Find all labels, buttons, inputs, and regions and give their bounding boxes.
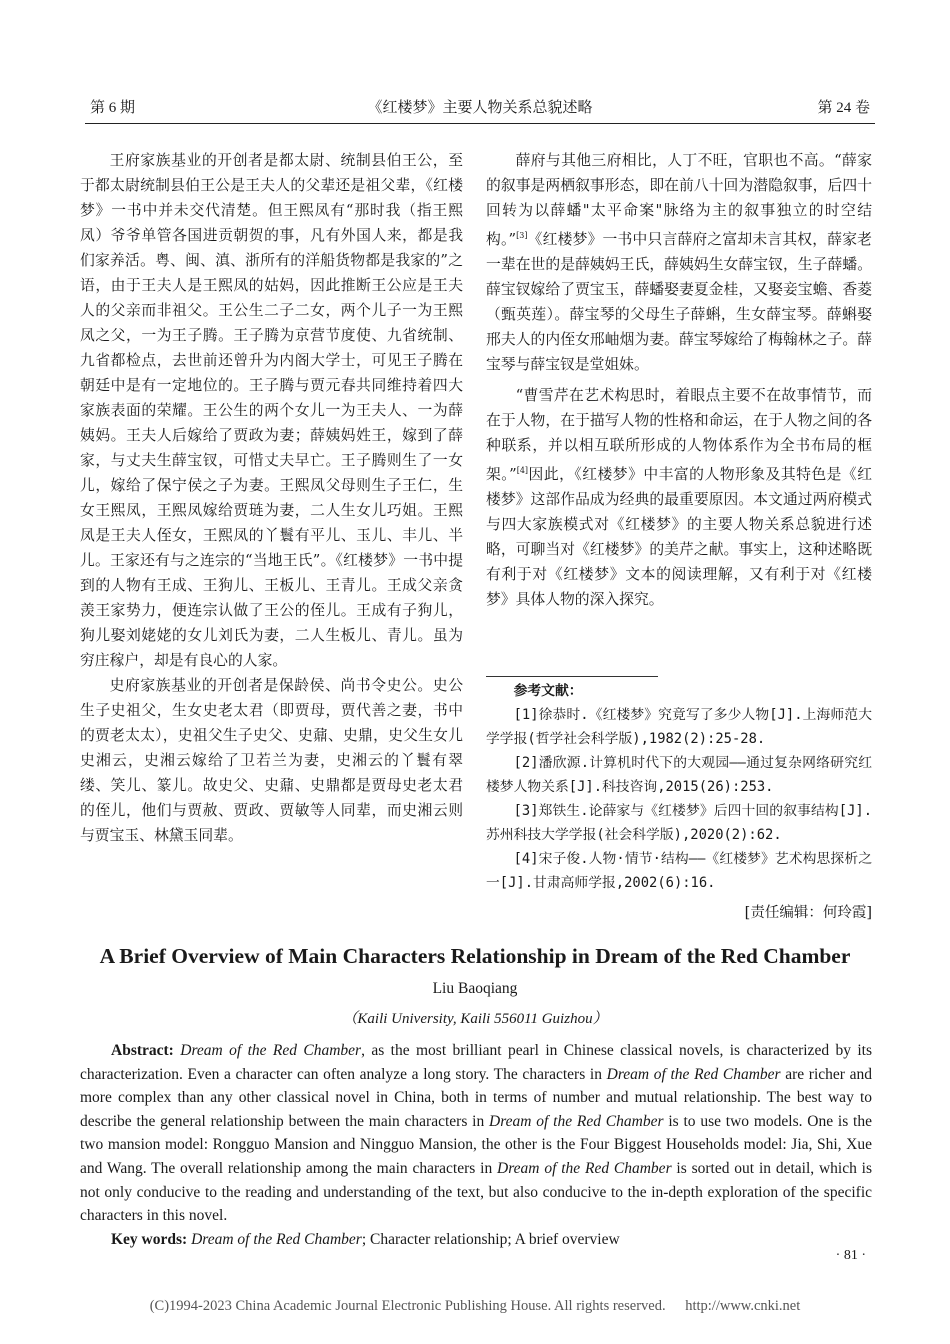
keywords-italic: Dream of the Red Chamber (191, 1230, 362, 1248)
running-header (90, 96, 870, 118)
references-section (486, 679, 872, 895)
xue-text-a: 薛府与其他三府相比，人丁不旺，官职也不高。“薛家的叙事是两栖叙事形态，即在前八十回为潜隐叙事，后四十回转为以薛蟠"太平命案"脉络为主的叙事独立的时空结构。” (486, 152, 872, 248)
keywords-label: Key words: (111, 1230, 188, 1248)
abstract-part: Dream of the Red Chamber (497, 1159, 672, 1177)
paragraph-conclusion (486, 383, 872, 612)
abstract-part: is to use two models. One is the two mansion model: Rongguo Mansion and Ningguo Mansion, the other is the Four Biggest Households model: Jia, Shi, Xue and Wang. The overall relationship among the main characters in (80, 1112, 872, 1177)
responsible-editor: [责任编辑：何玲霞] (744, 905, 872, 921)
paragraph-shi-family: 史府家族基业的开创者是保龄侯、尚书令史公。史公生子史祖父，生女史老太君（即贾母，贾代善之妻，书中的贾老太太），史祖父生子史父、史鼐、史鼎，史父生女儿史湘云，史湘云嫁给了卫若兰为妻，史湘云的丫鬟有翠缕、笑儿、篆儿。故史父、史鼐、史鼎都是贾母史老太君的侄儿，他们与贾赦、贾政、贾敏等人同辈，而史湘云则与贾宝玉、林黛玉同辈。 (80, 677, 463, 844)
abstract-part: is sorted out in detail, which is not only conducive to the reading and understanding of the text, but also conducive to the in-depth exploration of the specific characters in this novel. (80, 1159, 872, 1225)
issue-label: 第 6 期 (90, 100, 136, 116)
reference-item: [1]徐恭时.《红楼梦》究竟写了多少人物[J].上海师范大学学报(哲学社会科学版),1982(2):25-28. (486, 707, 872, 747)
english-abstract (80, 1039, 872, 1251)
abstract-part: , as the most brilliant pearl in Chinese classical novels, is characterized by its characterization. Even a character can often analyze a long story. The characters in (80, 1042, 872, 1083)
reference-item: [3]郑铁生.论薛家与《红楼梦》后四十回的叙事结构[J].苏州科技大学学报(社会科学版),2020(2):62. (486, 803, 872, 843)
page-number: · 81 · (835, 1248, 866, 1263)
left-column (80, 148, 463, 848)
conclusion-text-a: “曹雪芹在艺术构思时，着眼点主要不在故事情节，而在于人物，在于描写人物的性格和命运，在于人物之间的各种联系，并以相互联所形成的人物体系作为全书布局的框架。” (486, 386, 872, 483)
paragraph-wang-family: 王府家族基业的开创者是都太尉、统制县伯王公，至于都太尉统制县伯王公是王夫人的父辈还是祖父辈，《红楼梦》一书中并未交代清楚。但王熙凤有“那时我（指王熙凤）爷爷单管各国进贡朝贺的事，凡有外国人来，都是我们家养活。粤、闽、滇、浙所有的洋船货物都是我家的”之语，由于王夫人是王熙凤的姑妈，因此推断王公应是王夫人的父亲而非祖父。王公生二子二女，两个儿子一为王熙凤之父，一为王子腾。王子腾为京营节度使、九省统制、九省都检点，去世前还曾升为内阁大学士，可见王子腾在朝廷中是有一定地位的。王子腾与贾元春共同维持着四大家族表面的荣耀。王公生的两个女儿一为王夫人、一为薛姨妈。王夫人后嫁给了贾政为妻；薛姨妈姓王，嫁到了薛家，与丈夫生薛宝钗，可惜丈夫早亡。王子腾则生了一女儿，嫁给了保宁侯之子为妻。王熙凤父母则生子王仁，生女王熙凤，王熙凤嫁给贾琏为妻，二人生女儿巧姐。王熙凤是王夫人侄女，王熙凤的丫鬟有平儿、玉儿、丰儿、半儿。王家还有与之连宗的“当地王氏”。《红楼梦》一书中提到的人物有王成、王狗儿、王板儿、王青儿。王成父亲贪羡王家势力，便连宗认做了王公的侄儿。王成有子狗儿，狗儿娶刘姥姥的女儿刘氏为妻，二人生板儿、青儿。虽为穷庄稼户，却是有良心的人家。 (80, 152, 463, 669)
references-divider (486, 676, 658, 677)
conclusion-text-b: 因此，《红楼梦》中丰富的人物形象及其特色是《红楼梦》这部作品成为经典的最重要原因。本文通过两府模式与四大家族模式对《红楼梦》的主要人物关系总貌进行述略，可聊当对《红楼梦》的美芹之献。事实上，这种述略既有利于对《红楼梦》文本的阅读理解，又有利于对《红楼梦》具体人物的深入探究。 (486, 465, 872, 608)
paragraph-xue-family (486, 148, 872, 377)
reference-item: [4]宋子俊.人物·情节·结构——《红楼梦》艺术构思探析之一[J].甘肃高师学报,2002(6):16. (486, 851, 872, 891)
cnki-url[interactable]: http://www.cnki.net (685, 1298, 801, 1314)
references-title: 参考文献： (513, 683, 583, 699)
right-column (486, 148, 872, 612)
abstract-part: Dream of the Red Chamber (180, 1042, 362, 1059)
english-affiliation: （Kaili University, Kaili 556011 Guizhou） (342, 1011, 608, 1027)
running-title: 《红楼梦》主要人物关系总貌述略 (367, 100, 593, 116)
abstract-label: Abstract: (111, 1042, 174, 1059)
header-divider (85, 123, 875, 124)
citation-4[interactable]: [4] (516, 465, 529, 475)
xue-text-b: 《红楼梦》一书中只言薛府之富却未言其权，薛家老一辈在世的是薛姨妈王氏，薛姨妈生女薛宝钗，生子薛蟠。薛宝钗嫁给了贾宝玉，薛蟠娶妻夏金桂，又娶妾宝蟾、香菱（甄英莲）。薛宝琴的父母生子薛蝌，生女薛宝琴。薛蝌娶邢夫人的内侄女邢岫烟为妻。薛宝琴嫁给了梅翰林之子。薛宝琴与薛宝钗是堂姐妹。 (486, 230, 872, 373)
volume-label: 第 24 卷 (817, 100, 870, 116)
abstract-part: Dream of the Red Chamber (606, 1065, 781, 1083)
english-title: A Brief Overview of Main Characters Relationship in Dream of the Red Chamber (99, 944, 851, 968)
abstract-part: Dream of the Red Chamber (489, 1112, 664, 1130)
reference-item: [2]潘欣源.计算机时代下的大观园——通过复杂网络研究红楼梦人物关系[J].科技咨询,2015(26):253. (486, 755, 872, 795)
keywords-paragraph (80, 1228, 872, 1252)
citation-3[interactable]: [3] (516, 231, 528, 240)
keywords-rest: ; Character relationship; A brief overview (361, 1230, 620, 1248)
copyright-text: (C)1994-2023 China Academic Journal Electronic Publishing House. All rights reserved. (149, 1298, 666, 1314)
english-author: Liu Baoqiang (432, 980, 518, 997)
abstract-part: are richer and more complex than any other classical novel in China, both in terms of number and mutual relationship. The best way to describe the general relationship between the main characters in (80, 1065, 872, 1130)
copyright-footer (0, 1298, 950, 1315)
abstract-paragraph (80, 1039, 872, 1228)
